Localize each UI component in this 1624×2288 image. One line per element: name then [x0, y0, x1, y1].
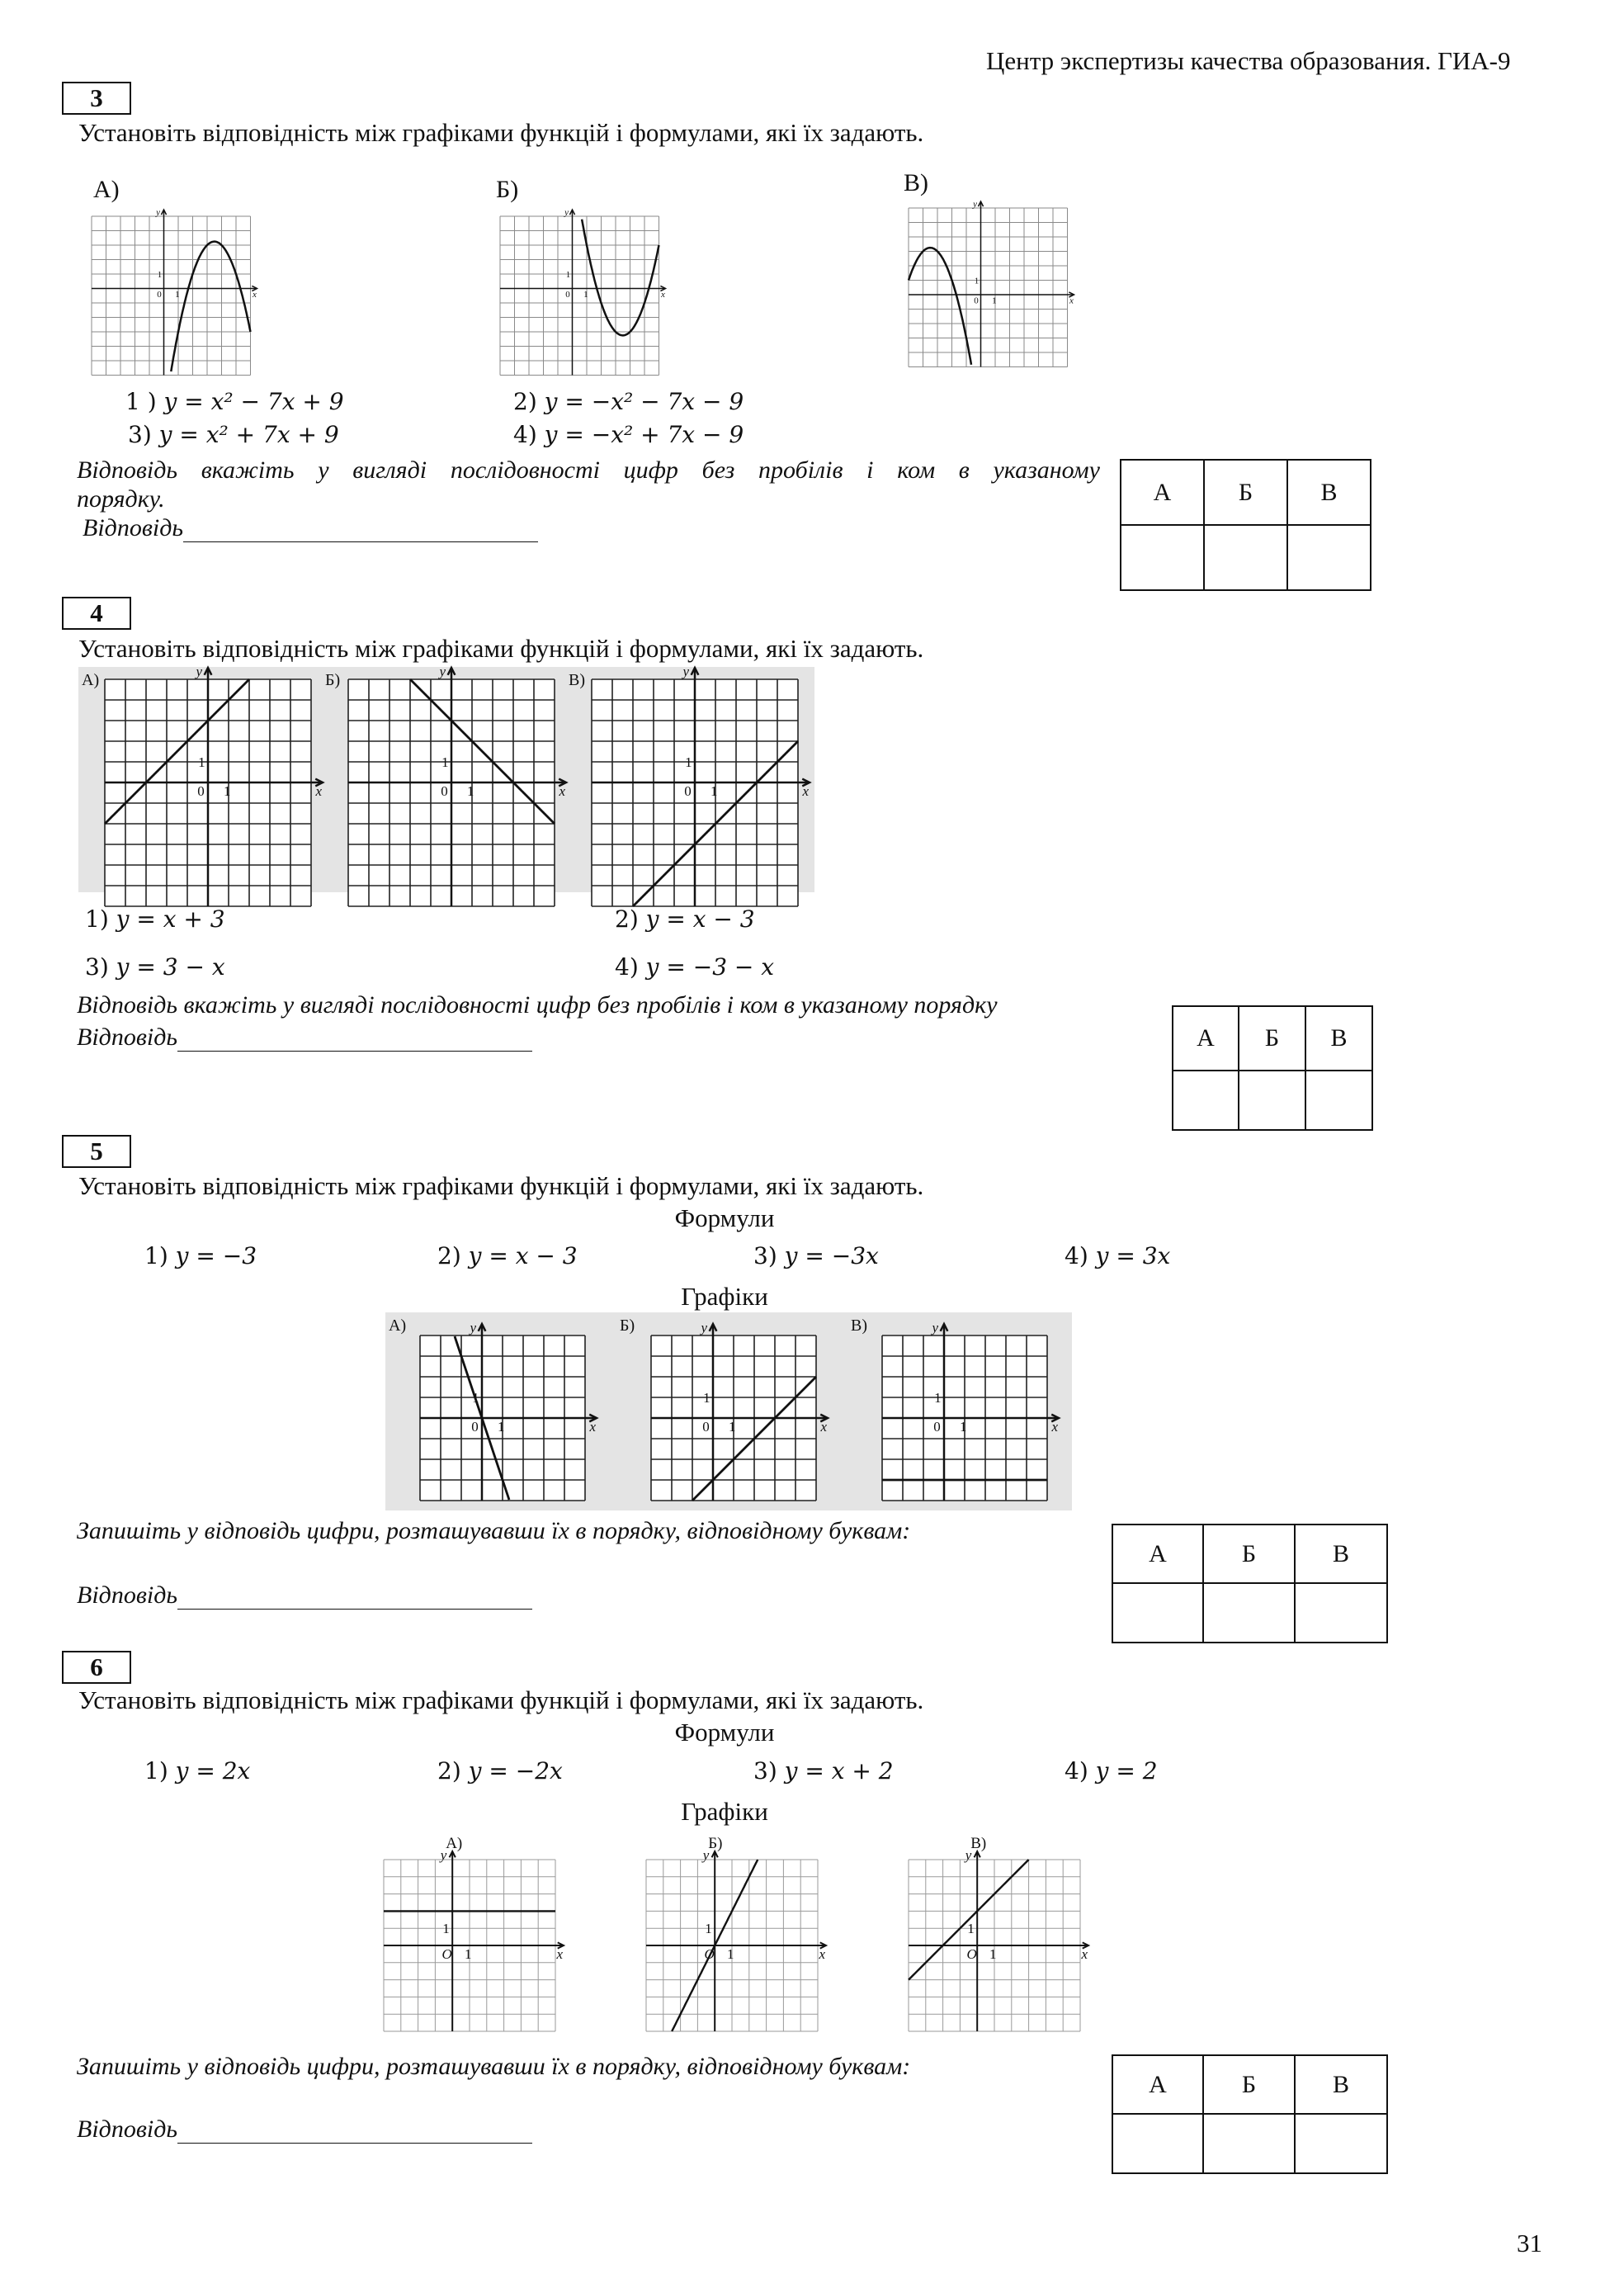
y-axis-label: y: [702, 1847, 710, 1864]
x-axis-label: x: [802, 783, 810, 800]
task4-answer-table: [1172, 1005, 1373, 1131]
y-unit-label: 1: [967, 1921, 975, 1937]
y-axis-label: y: [564, 207, 569, 218]
y-unit-label: 1: [565, 269, 571, 280]
task6-formula-2: 2) y = −2x: [437, 1757, 563, 1785]
task3-label-a: А): [93, 176, 120, 203]
grid-background: [92, 216, 251, 376]
x-axis-label: x: [589, 1419, 597, 1435]
answer-cell-a[interactable]: [1112, 2114, 1203, 2173]
answer-cell-c[interactable]: [1295, 2114, 1387, 2173]
answer-header-b: Б: [1204, 460, 1287, 525]
x-axis-label: x: [559, 783, 566, 800]
y-axis-label: y: [932, 1320, 939, 1336]
y-axis-label: y: [440, 1847, 447, 1864]
x-axis-label: x: [253, 289, 257, 300]
answer-header-c: В: [1295, 1525, 1387, 1583]
answer-header-b: Б: [1239, 1006, 1305, 1071]
x-axis-label: x: [661, 289, 665, 300]
answer-header-c: В: [1295, 2055, 1387, 2114]
y-axis-label: y: [701, 1320, 708, 1336]
y-unit-label: 1: [974, 276, 980, 286]
page-number: 31: [1517, 2229, 1542, 2257]
task5-formula-3: 3) y = −3x: [753, 1242, 879, 1269]
origin-label: 0: [684, 783, 692, 800]
graph-label: В): [851, 1317, 867, 1335]
page-header: Центр экспертизы качества образования. ГИА-9: [986, 46, 1511, 75]
y-unit-label: 1: [472, 1389, 479, 1406]
task4-graph-c: [565, 664, 814, 892]
answer-cell-c[interactable]: [1287, 525, 1371, 590]
task4-graph-a: [78, 664, 323, 892]
x-axis-label: x: [1081, 1946, 1088, 1963]
answer-header-b: Б: [1203, 2055, 1295, 2114]
task5-graph-c: [847, 1312, 1072, 1510]
y-axis-label: y: [439, 664, 446, 680]
task4-formula-1: 1) y = x + 3: [85, 905, 225, 933]
origin-label: 0: [933, 1419, 941, 1435]
answer-header-c: В: [1305, 1006, 1372, 1071]
task5-graph-a: [385, 1312, 616, 1510]
x-unit-label: 1: [710, 783, 718, 800]
task4-prompt: Установіть відповідність між графіками функцій і формулами, які їх задають.: [78, 634, 924, 663]
task3-label-b: Б): [496, 176, 519, 203]
x-unit-label: 1: [224, 783, 231, 800]
x-axis-label: x: [315, 783, 323, 800]
answer-cell-b[interactable]: [1203, 1583, 1295, 1643]
graph-label: Б): [708, 1835, 723, 1852]
task4-formula-4: 4) y = −3 − x: [615, 953, 775, 981]
task6-answer-line[interactable]: Відповідь: [77, 2115, 532, 2144]
answer-cell-c[interactable]: [1295, 1583, 1387, 1643]
graph-label: А): [446, 1835, 463, 1852]
task5-answer-table: [1112, 1524, 1388, 1643]
x-unit-label: 1: [175, 289, 180, 300]
task3-answer-table: [1120, 459, 1371, 591]
origin-label: 0: [471, 1419, 479, 1435]
task4-answer-line[interactable]: Відповідь: [77, 1023, 532, 1052]
task3-graph-a: [87, 206, 256, 376]
task5-graph-b: [616, 1312, 847, 1510]
origin-label: 0: [197, 783, 205, 800]
task5-answer-line[interactable]: Відповідь: [77, 1581, 532, 1610]
task5-formulas-title: Формули: [674, 1203, 775, 1232]
answer-header-a: А: [1121, 460, 1204, 525]
task5-prompt: Установіть відповідність між графіками функцій і формулами, які їх задають.: [78, 1171, 924, 1200]
answer-cell-a[interactable]: [1173, 1071, 1239, 1130]
task6-formula-1: 1) y = 2x: [144, 1757, 251, 1785]
x-axis-label: x: [1051, 1419, 1059, 1435]
answer-cell-a[interactable]: [1121, 525, 1204, 590]
x-unit-label: 1: [992, 295, 997, 306]
task5-graphs-title: Графіки: [681, 1282, 768, 1311]
x-unit-label: 1: [498, 1419, 505, 1435]
task3-formula-4: 4) y = −x² + 7x − 9: [513, 421, 744, 448]
grid-background: [909, 208, 1068, 367]
task6-graphs-title: Графіки: [681, 1797, 768, 1826]
task4-instruction: Відповідь вкажіть у вигляді послідовності цифр без пробілів і ком в указаному порядку: [77, 991, 998, 1019]
answer-header-b: Б: [1203, 1525, 1295, 1583]
origin-label: O: [966, 1946, 977, 1963]
y-unit-label: 1: [442, 1921, 450, 1937]
task3-label-c: В): [904, 169, 928, 196]
x-unit-label: 1: [727, 1946, 734, 1963]
task3-graph-b: [495, 206, 664, 376]
origin-label: 0: [441, 783, 448, 800]
y-unit-label: 1: [157, 269, 163, 280]
answer-cell-a[interactable]: [1112, 1583, 1203, 1643]
answer-cell-b[interactable]: [1239, 1071, 1305, 1130]
answer-header-a: А: [1112, 2055, 1203, 2114]
graph-label: В): [569, 671, 585, 689]
task4-graph-b: [322, 664, 566, 892]
grid-background: [500, 216, 659, 376]
x-unit-label: 1: [729, 1419, 736, 1435]
x-unit-label: 1: [583, 289, 588, 300]
origin-label: O: [441, 1946, 452, 1963]
graph-label: А): [82, 671, 100, 689]
x-axis-label: x: [819, 1946, 826, 1963]
task-number-6: 6: [62, 1651, 131, 1684]
answer-cell-c[interactable]: [1305, 1071, 1372, 1130]
task5-formula-2: 2) y = x − 3: [437, 1242, 578, 1269]
task6-formula-4: 4) y = 2: [1065, 1757, 1158, 1785]
answer-cell-b[interactable]: [1204, 525, 1287, 590]
x-unit-label: 1: [465, 1946, 472, 1963]
task-number-5: 5: [62, 1135, 131, 1168]
graph-label: Б): [325, 671, 341, 689]
graph-label: В): [970, 1835, 987, 1852]
x-axis-label: x: [1069, 295, 1074, 306]
x-unit-label: 1: [467, 783, 474, 800]
y-unit-label: 1: [703, 1389, 710, 1406]
task-number-4: 4: [62, 597, 131, 630]
task3-instruction-2: порядку.: [77, 485, 165, 513]
task6-graph-b: [644, 1835, 825, 2033]
origin-label: O: [704, 1946, 715, 1963]
task6-formula-3: 3) y = x + 2: [753, 1757, 894, 1785]
task6-graph-a: [381, 1835, 563, 2033]
y-unit-label: 1: [198, 754, 205, 770]
task6-graph-c: [906, 1835, 1088, 2033]
answer-header-c: В: [1287, 460, 1371, 525]
task4-formula-3: 3) y = 3 − x: [85, 953, 225, 981]
x-axis-label: x: [556, 1946, 564, 1963]
task3-graph-c: [904, 198, 1085, 380]
task3-formula-2: 2) y = −x² − 7x − 9: [513, 388, 744, 415]
graph-label: Б): [620, 1317, 635, 1335]
task4-formula-2: 2) y = x − 3: [615, 905, 755, 933]
y-axis-label: y: [965, 1847, 972, 1864]
origin-label: 0: [702, 1419, 710, 1435]
task5-instruction: Запишіть у відповідь цифри, розташувавши їх в порядку, відповідному буквам:: [77, 1517, 911, 1544]
task6-answer-table: [1112, 2054, 1388, 2174]
task6-prompt: Установіть відповідність між графіками функцій і формулами, які їх задають.: [78, 1685, 924, 1714]
task3-formula-1: 1 ) y = x² − 7x + 9: [125, 388, 344, 415]
task6-formulas-title: Формули: [674, 1718, 775, 1747]
graph-label: А): [389, 1317, 407, 1335]
task3-answer-line[interactable]: Відповідь: [83, 514, 538, 542]
y-axis-label: y: [682, 664, 690, 680]
y-unit-label: 1: [705, 1921, 712, 1937]
y-axis-label: y: [470, 1320, 477, 1336]
y-axis-label: y: [196, 664, 203, 680]
y-unit-label: 1: [685, 754, 692, 770]
x-unit-label: 1: [960, 1419, 967, 1435]
answer-header-a: А: [1173, 1006, 1239, 1071]
x-axis-label: x: [820, 1419, 828, 1435]
origin-label: 0: [565, 289, 570, 300]
y-unit-label: 1: [441, 754, 449, 770]
task3-formula-3: 3) y = x² + 7x + 9: [128, 421, 339, 448]
task5-formula-1: 1) y = −3: [144, 1242, 257, 1269]
y-unit-label: 1: [934, 1389, 942, 1406]
task3-instruction-1: Відповідь вкажіть у вигляді послідовності цифр без пробілів і ком в указаному: [77, 456, 1100, 484]
task-number-3: 3: [62, 82, 131, 115]
task5-formula-4: 4) y = 3x: [1065, 1242, 1171, 1269]
y-axis-label: y: [156, 207, 161, 218]
y-axis-label: y: [973, 199, 978, 210]
task6-instruction: Запишіть у відповідь цифри, розташувавши їх в порядку, відповідному буквам:: [77, 2053, 911, 2080]
answer-header-a: А: [1112, 1525, 1203, 1583]
origin-label: 0: [157, 289, 162, 300]
x-unit-label: 1: [989, 1946, 997, 1963]
task3-prompt: Установіть відповідність між графіками функцій і формулами, які їх задають.: [78, 118, 924, 147]
answer-cell-b[interactable]: [1203, 2114, 1295, 2173]
origin-label: 0: [974, 295, 979, 306]
